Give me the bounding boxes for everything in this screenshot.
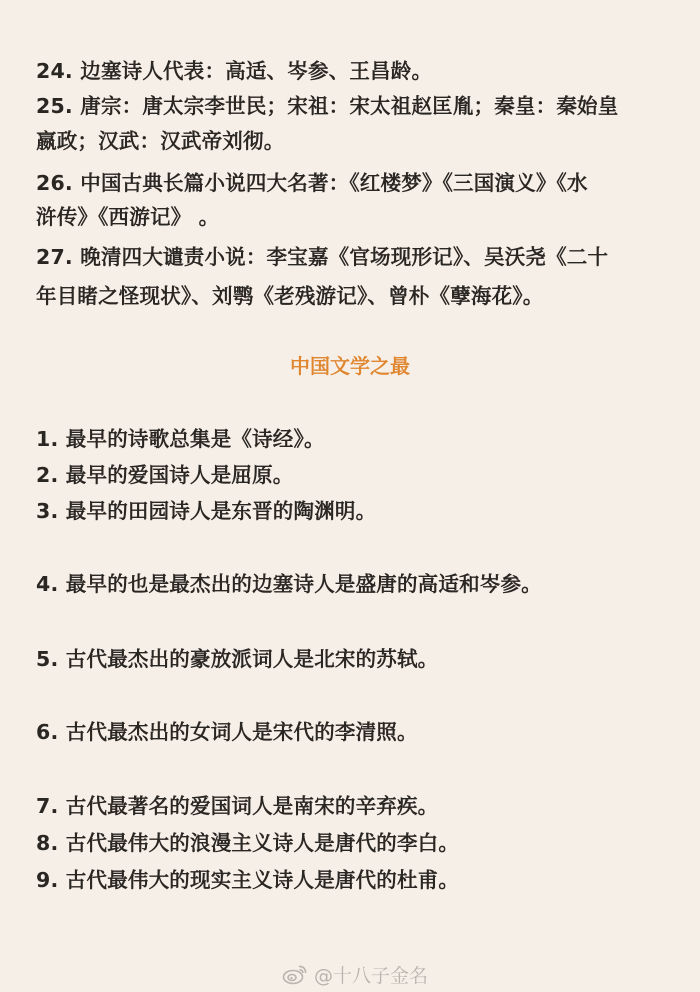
list-item: 8. 古代最伟大的浪漫主义诗人是唐代的李白。: [36, 831, 460, 855]
list-item: 5. 古代最杰出的豪放派词人是北宋的苏轼。: [36, 647, 439, 671]
watermark: [282, 960, 428, 988]
section-title: 中国文学之最: [290, 354, 410, 378]
list-item-continuation: 嬴政；汉武：汉武帝刘彻。: [36, 129, 285, 153]
list-item: 2. 最早的爱国诗人是屈原。: [36, 463, 294, 487]
list-item-continuation: 浒传》《西游记》 。: [36, 205, 220, 229]
list-item: 1. 最早的诗歌总集是《诗经》。: [36, 427, 325, 451]
list-item: 25. 唐宗：唐太宗李世民；宋祖：宋太祖赵匡胤；秦皇：秦始皇: [36, 94, 619, 118]
list-item: 6. 古代最杰出的女词人是宋代的李清照。: [36, 720, 418, 744]
list-item: 4. 最早的也是最杰出的边塞诗人是盛唐的高适和岑参。: [36, 572, 542, 596]
weibo-icon: [282, 963, 308, 985]
list-item: 3. 最早的田园诗人是东晋的陶渊明。: [36, 499, 377, 523]
list-item: 9. 古代最伟大的现实主义诗人是唐代的杜甫。: [36, 868, 460, 892]
list-item-continuation: 年目睹之怪现状》、刘鹗《老残游记》、曾朴《孽海花》。: [36, 284, 544, 308]
list-item: 26. 中国古典长篇小说四大名著：《红楼梦》《三国演义》《水: [36, 171, 588, 195]
watermark-text: @十八子金名: [314, 964, 429, 987]
list-item: 27. 晚清四大谴责小说：李宝嘉《官场现形记》、吴沃尧《二十: [36, 245, 609, 269]
list-item: 7. 古代最著名的爱国词人是南宋的辛弃疾。: [36, 794, 439, 818]
list-item: 24. 边塞诗人代表：高适、岑参、王昌龄。: [36, 59, 433, 83]
